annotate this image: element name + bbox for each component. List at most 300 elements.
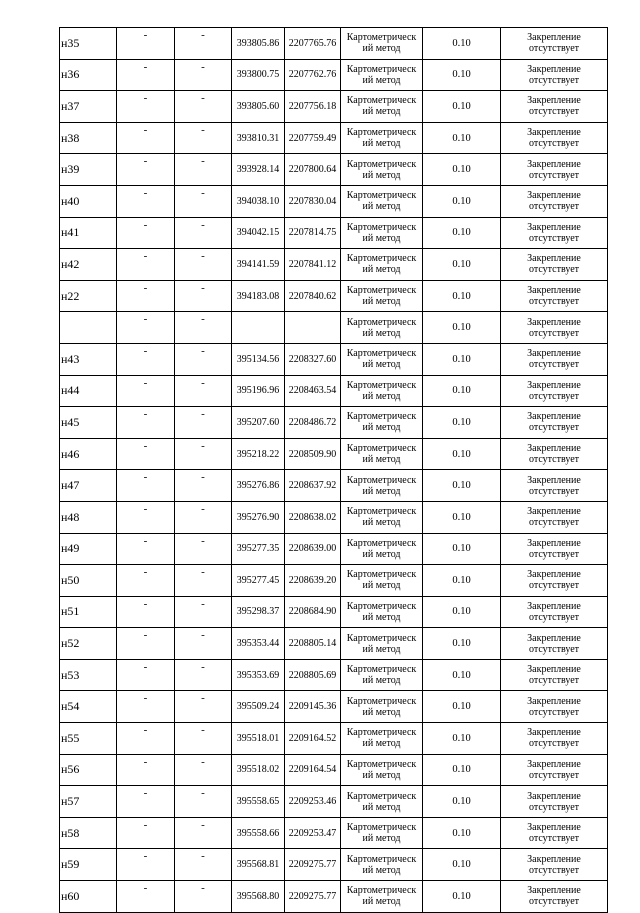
fixation-cell <box>501 754 608 786</box>
method-cell-line1: Картометрическ <box>346 379 417 391</box>
y-coordinate-cell: 2207762.76 <box>285 59 341 91</box>
fixation-cell-line2: отсутствует <box>528 390 580 402</box>
precision-cell: 0.10 <box>423 375 501 407</box>
old-y-cell: - <box>175 786 232 818</box>
x-coordinate-cell: 395509.24 <box>232 691 285 723</box>
y-coordinate-cell: 2207814.75 <box>285 217 341 249</box>
fixation-cell <box>501 565 608 597</box>
coordinates-table <box>59 27 608 913</box>
y-coordinate-cell: 2207800.64 <box>285 154 341 186</box>
fixation-cell-line2: отсутствует <box>528 706 580 718</box>
precision-cell: 0.10 <box>423 249 501 281</box>
old-x-cell: - <box>117 470 175 502</box>
point-name-cell: н40 <box>60 185 117 217</box>
method-cell <box>341 659 423 691</box>
method-cell <box>341 280 423 312</box>
fixation-cell-line1: Закрепление <box>527 379 581 391</box>
old-x-cell: - <box>117 407 175 439</box>
old-y-cell: - <box>175 817 232 849</box>
point-name-cell: н58 <box>60 817 117 849</box>
old-y-cell: - <box>175 375 232 407</box>
method-cell-line1: Картометрическ <box>346 600 417 612</box>
method-cell <box>341 154 423 186</box>
point-name-cell: н43 <box>60 343 117 375</box>
x-coordinate-cell <box>232 312 285 344</box>
x-coordinate-cell: 395196.96 <box>232 375 285 407</box>
precision-cell: 0.10 <box>423 533 501 565</box>
point-name-cell: н50 <box>60 565 117 597</box>
old-y-cell: - <box>175 470 232 502</box>
method-cell-line2: ий метод <box>362 43 401 55</box>
y-coordinate-cell: 2207830.04 <box>285 185 341 217</box>
y-coordinate-cell: 2209253.46 <box>285 786 341 818</box>
fixation-cell-line2: отсутствует <box>528 611 580 623</box>
fixation-cell-line1: Закрепление <box>527 253 581 265</box>
precision-cell: 0.10 <box>423 596 501 628</box>
old-y-cell: - <box>175 249 232 281</box>
old-y-cell: - <box>175 185 232 217</box>
point-name-cell: н57 <box>60 786 117 818</box>
old-x-cell: - <box>117 343 175 375</box>
old-x-cell: - <box>117 59 175 91</box>
y-coordinate-cell: 2208463.54 <box>285 375 341 407</box>
x-coordinate-cell: 394042.15 <box>232 217 285 249</box>
precision-cell: 0.10 <box>423 849 501 881</box>
fixation-cell <box>501 249 608 281</box>
fixation-cell <box>501 59 608 91</box>
y-coordinate-cell: 2209275.77 <box>285 881 341 913</box>
precision-cell: 0.10 <box>423 438 501 470</box>
x-coordinate-cell: 395134.56 <box>232 343 285 375</box>
old-x-cell: - <box>117 723 175 755</box>
fixation-cell <box>501 91 608 123</box>
y-coordinate-cell: 2208638.02 <box>285 501 341 533</box>
y-coordinate-cell: 2207759.49 <box>285 122 341 154</box>
method-cell-line1: Картометрическ <box>346 285 417 297</box>
method-cell-line2: ий метод <box>362 706 401 718</box>
method-cell <box>341 122 423 154</box>
fixation-cell-line2: отсутствует <box>528 896 580 908</box>
old-y-cell: - <box>175 407 232 439</box>
method-cell-line2: ий метод <box>362 833 401 845</box>
method-cell-line1: Картометрическ <box>346 127 417 139</box>
fixation-cell-line2: отсутствует <box>528 106 580 118</box>
method-cell-line2: ий метод <box>362 106 401 118</box>
fixation-cell-line1: Закрепление <box>527 221 581 233</box>
method-cell-line2: ий метод <box>362 864 401 876</box>
method-cell-line1: Картометрическ <box>346 885 417 897</box>
fixation-cell-line2: отсутствует <box>528 296 580 308</box>
precision-cell: 0.10 <box>423 754 501 786</box>
precision-cell: 0.10 <box>423 28 501 60</box>
method-cell <box>341 565 423 597</box>
precision-cell: 0.10 <box>423 817 501 849</box>
x-coordinate-cell: 395277.35 <box>232 533 285 565</box>
method-cell-line2: ий метод <box>362 296 401 308</box>
fixation-cell <box>501 501 608 533</box>
x-coordinate-cell: 395558.66 <box>232 817 285 849</box>
table-row <box>60 501 608 533</box>
table-row <box>60 470 608 502</box>
fixation-cell-line2: отсутствует <box>528 580 580 592</box>
y-coordinate-cell: 2208639.20 <box>285 565 341 597</box>
fixation-cell-line1: Закрепление <box>527 127 581 139</box>
point-name-cell: н35 <box>60 28 117 60</box>
old-x-cell: - <box>117 249 175 281</box>
fixation-cell-line2: отсутствует <box>528 169 580 181</box>
method-cell <box>341 723 423 755</box>
method-cell-line2: ий метод <box>362 896 401 908</box>
fixation-cell-line1: Закрепление <box>527 822 581 834</box>
x-coordinate-cell: 395207.60 <box>232 407 285 439</box>
fixation-cell-line1: Закрепление <box>527 443 581 455</box>
fixation-cell-line1: Закрепление <box>527 632 581 644</box>
fixation-cell-line2: отсутствует <box>528 833 580 845</box>
x-coordinate-cell: 394183.08 <box>232 280 285 312</box>
method-cell-line1: Картометрическ <box>346 790 417 802</box>
method-cell <box>341 881 423 913</box>
old-x-cell: - <box>117 154 175 186</box>
fixation-cell <box>501 28 608 60</box>
fixation-cell <box>501 375 608 407</box>
old-y-cell: - <box>175 280 232 312</box>
fixation-cell-line2: отсутствует <box>528 738 580 750</box>
precision-cell: 0.10 <box>423 312 501 344</box>
method-cell-line2: ий метод <box>362 643 401 655</box>
fixation-cell <box>501 596 608 628</box>
method-cell-line1: Картометрическ <box>346 32 417 44</box>
old-x-cell: - <box>117 565 175 597</box>
y-coordinate-cell: 2208486.72 <box>285 407 341 439</box>
method-cell-line2: ий метод <box>362 485 401 497</box>
x-coordinate-cell: 395353.44 <box>232 628 285 660</box>
old-x-cell: - <box>117 628 175 660</box>
old-x-cell: - <box>117 691 175 723</box>
fixation-cell <box>501 533 608 565</box>
x-coordinate-cell: 395568.80 <box>232 881 285 913</box>
fixation-cell-line1: Закрепление <box>527 695 581 707</box>
y-coordinate-cell: 2208805.69 <box>285 659 341 691</box>
point-name-cell: н22 <box>60 280 117 312</box>
table-row <box>60 59 608 91</box>
y-coordinate-cell: 2209275.77 <box>285 849 341 881</box>
old-x-cell: - <box>117 881 175 913</box>
point-name-cell: н36 <box>60 59 117 91</box>
old-x-cell: - <box>117 849 175 881</box>
old-x-cell: - <box>117 659 175 691</box>
point-name-cell: н44 <box>60 375 117 407</box>
method-cell <box>341 817 423 849</box>
x-coordinate-cell: 395518.01 <box>232 723 285 755</box>
old-y-cell: - <box>175 59 232 91</box>
fixation-cell-line2: отсутствует <box>528 327 580 339</box>
x-coordinate-cell: 395558.65 <box>232 786 285 818</box>
fixation-cell <box>501 723 608 755</box>
table-row <box>60 565 608 597</box>
fixation-cell-line1: Закрепление <box>527 190 581 202</box>
old-x-cell: - <box>117 501 175 533</box>
precision-cell: 0.10 <box>423 185 501 217</box>
precision-cell: 0.10 <box>423 881 501 913</box>
table-row <box>60 185 608 217</box>
old-y-cell: - <box>175 754 232 786</box>
fixation-cell <box>501 691 608 723</box>
fixation-cell-line1: Закрепление <box>527 348 581 360</box>
table-row <box>60 375 608 407</box>
method-cell-line1: Картометрическ <box>346 95 417 107</box>
fixation-cell-line1: Закрепление <box>527 474 581 486</box>
method-cell-line2: ий метод <box>362 580 401 592</box>
method-cell-line1: Картометрическ <box>346 537 417 549</box>
old-y-cell: - <box>175 217 232 249</box>
fixation-cell <box>501 217 608 249</box>
fixation-cell <box>501 849 608 881</box>
point-name-cell: н54 <box>60 691 117 723</box>
x-coordinate-cell: 393928.14 <box>232 154 285 186</box>
fixation-cell <box>501 280 608 312</box>
precision-cell: 0.10 <box>423 122 501 154</box>
fixation-cell <box>501 312 608 344</box>
fixation-cell-line1: Закрепление <box>527 664 581 676</box>
table-row <box>60 786 608 818</box>
x-coordinate-cell: 395276.86 <box>232 470 285 502</box>
precision-cell: 0.10 <box>423 91 501 123</box>
x-coordinate-cell: 394038.10 <box>232 185 285 217</box>
point-name-cell: н48 <box>60 501 117 533</box>
y-coordinate-cell: 2208637.92 <box>285 470 341 502</box>
table-row <box>60 596 608 628</box>
method-cell-line2: ий метод <box>362 359 401 371</box>
method-cell <box>341 786 423 818</box>
precision-cell: 0.10 <box>423 407 501 439</box>
fixation-cell-line1: Закрепление <box>527 285 581 297</box>
old-x-cell: - <box>117 312 175 344</box>
table-row <box>60 533 608 565</box>
method-cell-line1: Картометрическ <box>346 569 417 581</box>
method-cell <box>341 249 423 281</box>
precision-cell: 0.10 <box>423 343 501 375</box>
fixation-cell-line2: отсутствует <box>528 138 580 150</box>
x-coordinate-cell: 395568.81 <box>232 849 285 881</box>
method-cell-line1: Картометрическ <box>346 695 417 707</box>
precision-cell: 0.10 <box>423 154 501 186</box>
old-y-cell: - <box>175 91 232 123</box>
y-coordinate-cell: 2208805.14 <box>285 628 341 660</box>
method-cell <box>341 470 423 502</box>
precision-cell: 0.10 <box>423 565 501 597</box>
fixation-cell <box>501 407 608 439</box>
table-row <box>60 881 608 913</box>
method-cell <box>341 533 423 565</box>
table-row <box>60 91 608 123</box>
table-row <box>60 280 608 312</box>
fixation-cell-line2: отсутствует <box>528 264 580 276</box>
fixation-cell-line2: отсутствует <box>528 864 580 876</box>
old-y-cell: - <box>175 122 232 154</box>
fixation-cell <box>501 470 608 502</box>
x-coordinate-cell: 395518.02 <box>232 754 285 786</box>
table-row <box>60 343 608 375</box>
method-cell <box>341 185 423 217</box>
fixation-cell <box>501 881 608 913</box>
method-cell-line1: Картометрическ <box>346 190 417 202</box>
fixation-cell-line1: Закрепление <box>527 316 581 328</box>
precision-cell: 0.10 <box>423 59 501 91</box>
y-coordinate-cell: 2208639.00 <box>285 533 341 565</box>
point-name-cell: н59 <box>60 849 117 881</box>
method-cell-line1: Картометрическ <box>346 853 417 865</box>
y-coordinate-cell: 2208509.90 <box>285 438 341 470</box>
y-coordinate-cell: 2207840.62 <box>285 280 341 312</box>
method-cell-line1: Картометрическ <box>346 758 417 770</box>
y-coordinate-cell: 2207756.18 <box>285 91 341 123</box>
x-coordinate-cell: 393800.75 <box>232 59 285 91</box>
method-cell-line1: Картометрическ <box>346 474 417 486</box>
old-y-cell: - <box>175 659 232 691</box>
fixation-cell-line1: Закрепление <box>527 727 581 739</box>
fixation-cell <box>501 659 608 691</box>
table-row <box>60 817 608 849</box>
old-x-cell: - <box>117 754 175 786</box>
point-name-cell: н42 <box>60 249 117 281</box>
method-cell <box>341 501 423 533</box>
fixation-cell-line2: отсутствует <box>528 422 580 434</box>
table-row <box>60 154 608 186</box>
fixation-cell-line2: отсутствует <box>528 769 580 781</box>
precision-cell: 0.10 <box>423 470 501 502</box>
precision-cell: 0.10 <box>423 691 501 723</box>
method-cell-line2: ий метод <box>362 264 401 276</box>
fixation-cell <box>501 343 608 375</box>
precision-cell: 0.10 <box>423 280 501 312</box>
method-cell <box>341 28 423 60</box>
precision-cell: 0.10 <box>423 723 501 755</box>
point-name-cell: н47 <box>60 470 117 502</box>
y-coordinate-cell: 2209164.52 <box>285 723 341 755</box>
fixation-cell-line2: отсутствует <box>528 675 580 687</box>
precision-cell: 0.10 <box>423 786 501 818</box>
fixation-cell-line2: отсутствует <box>528 801 580 813</box>
fixation-cell-line1: Закрепление <box>527 158 581 170</box>
old-x-cell: - <box>117 375 175 407</box>
coordinates-table-body <box>60 28 608 913</box>
method-cell-line1: Картометрическ <box>346 63 417 75</box>
table-row <box>60 122 608 154</box>
old-x-cell: - <box>117 786 175 818</box>
method-cell-line2: ий метод <box>362 201 401 213</box>
table-row <box>60 754 608 786</box>
point-name-cell <box>60 312 117 344</box>
fixation-cell-line2: отсутствует <box>528 454 580 466</box>
method-cell-line1: Картометрическ <box>346 316 417 328</box>
method-cell-line2: ий метод <box>362 517 401 529</box>
method-cell-line2: ий метод <box>362 138 401 150</box>
method-cell-line1: Картометрическ <box>346 253 417 265</box>
fixation-cell-line1: Закрепление <box>527 32 581 44</box>
old-x-cell: - <box>117 817 175 849</box>
old-x-cell: - <box>117 91 175 123</box>
precision-cell: 0.10 <box>423 628 501 660</box>
method-cell-line1: Картометрическ <box>346 632 417 644</box>
fixation-cell-line1: Закрепление <box>527 63 581 75</box>
method-cell <box>341 849 423 881</box>
old-y-cell: - <box>175 533 232 565</box>
y-coordinate-cell: 2207841.12 <box>285 249 341 281</box>
fixation-cell-line1: Закрепление <box>527 95 581 107</box>
fixation-cell-line1: Закрепление <box>527 537 581 549</box>
fixation-cell-line1: Закрепление <box>527 506 581 518</box>
old-y-cell: - <box>175 154 232 186</box>
fixation-cell-line1: Закрепление <box>527 411 581 423</box>
x-coordinate-cell: 395353.69 <box>232 659 285 691</box>
fixation-cell-line1: Закрепление <box>527 853 581 865</box>
fixation-cell <box>501 817 608 849</box>
fixation-cell-line2: отсутствует <box>528 485 580 497</box>
fixation-cell-line2: отсутствует <box>528 74 580 86</box>
x-coordinate-cell: 393805.86 <box>232 28 285 60</box>
x-coordinate-cell: 395298.37 <box>232 596 285 628</box>
table-row <box>60 723 608 755</box>
fixation-cell-line2: отсутствует <box>528 201 580 213</box>
method-cell-line1: Картометрическ <box>346 158 417 170</box>
method-cell <box>341 91 423 123</box>
fixation-cell-line2: отсутствует <box>528 517 580 529</box>
method-cell-line2: ий метод <box>362 611 401 623</box>
method-cell <box>341 628 423 660</box>
point-name-cell: н53 <box>60 659 117 691</box>
point-name-cell: н39 <box>60 154 117 186</box>
y-coordinate-cell: 2208684.90 <box>285 596 341 628</box>
fixation-cell-line1: Закрепление <box>527 758 581 770</box>
method-cell <box>341 407 423 439</box>
old-y-cell: - <box>175 849 232 881</box>
old-y-cell: - <box>175 691 232 723</box>
method-cell-line2: ий метод <box>362 169 401 181</box>
fixation-cell <box>501 786 608 818</box>
method-cell-line1: Картометрическ <box>346 348 417 360</box>
table-row <box>60 312 608 344</box>
fixation-cell-line2: отсутствует <box>528 643 580 655</box>
method-cell-line2: ий метод <box>362 422 401 434</box>
old-y-cell: - <box>175 28 232 60</box>
point-name-cell: н52 <box>60 628 117 660</box>
method-cell <box>341 754 423 786</box>
method-cell-line2: ий метод <box>362 801 401 813</box>
fixation-cell-line1: Закрепление <box>527 600 581 612</box>
table-row <box>60 28 608 60</box>
old-x-cell: - <box>117 533 175 565</box>
method-cell-line2: ий метод <box>362 769 401 781</box>
precision-cell: 0.10 <box>423 217 501 249</box>
y-coordinate-cell: 2208327.60 <box>285 343 341 375</box>
y-coordinate-cell: 2209164.54 <box>285 754 341 786</box>
method-cell <box>341 59 423 91</box>
point-name-cell: н37 <box>60 91 117 123</box>
table-row <box>60 438 608 470</box>
x-coordinate-cell: 395276.90 <box>232 501 285 533</box>
point-name-cell: н38 <box>60 122 117 154</box>
x-coordinate-cell: 395277.45 <box>232 565 285 597</box>
old-y-cell: - <box>175 501 232 533</box>
y-coordinate-cell <box>285 312 341 344</box>
old-x-cell: - <box>117 596 175 628</box>
method-cell-line1: Картометрическ <box>346 727 417 739</box>
y-coordinate-cell: 2209145.36 <box>285 691 341 723</box>
method-cell-line1: Картометрическ <box>346 443 417 455</box>
table-row <box>60 628 608 660</box>
fixation-cell-line2: отсутствует <box>528 359 580 371</box>
old-y-cell: - <box>175 565 232 597</box>
